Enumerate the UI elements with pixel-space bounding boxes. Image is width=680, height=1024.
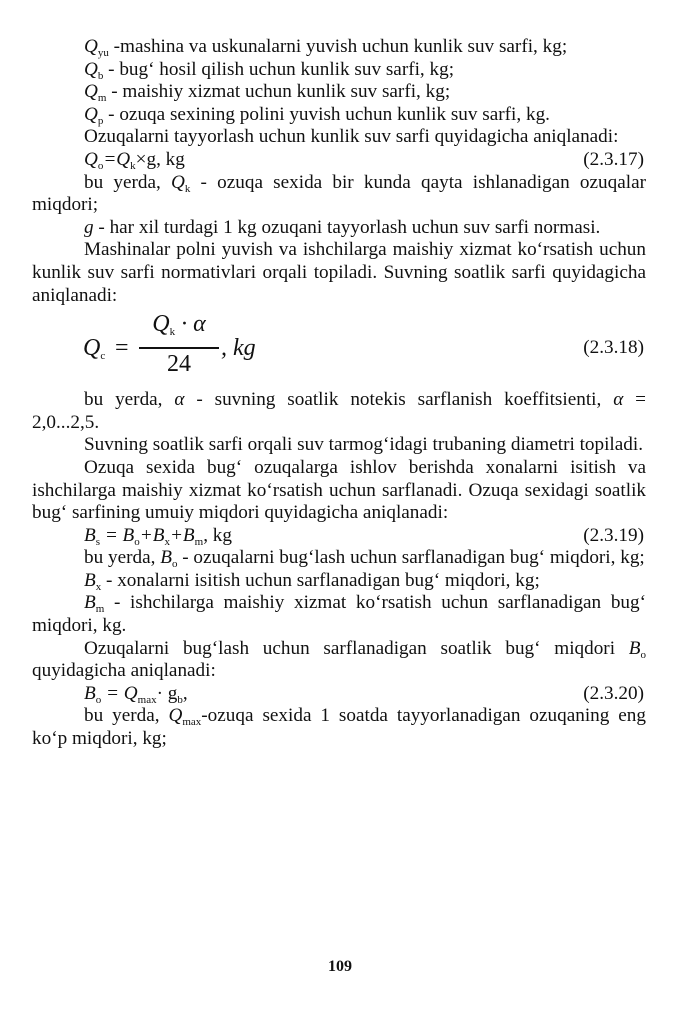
equation-2-3-19: $B_s = B_o+B_x+B_m$, kg (2.3.19) [84, 524, 644, 548]
paragraph-hourly-water: Mashinalar polni yuvish va ishchilarga maishiy xizmat ko‘rsatish uchun kunlik suv sarfi normativlari orqali topiladi. Suvning soatlik sarfi quyidagicha aniqlanadi: [32, 239, 646, 306]
paragraph-pipe-diameter: Suvning soatlik sarfi orqali suv tarmog‘idagi trubaning diametri topiladi. [84, 434, 644, 456]
equation-number: (2.3.20) [583, 682, 644, 704]
def-q-k: bu yerda, $Q_k$ - ozuqa sexida bir kunda qayta ishlanadigan ozuqalar miqdori; [32, 171, 646, 216]
equation-number: (2.3.18) [583, 337, 644, 359]
fraction-bar [139, 347, 219, 349]
page-number: 109 [328, 958, 352, 975]
def-q-m: $Q_m$ - maishiy xizmat uchun kunlik suv sarfi, kg; [84, 81, 451, 105]
def-alpha: bu yerda, α - suvning soatlik notekis sarflanish koeffitsienti, α = 2,0...2,5. [32, 389, 646, 433]
equation-2-3-17: $Q_o=Q_k\times g$, kg (2.3.17) [84, 148, 644, 172]
paragraph-water-daily: Ozuqalarni tayyorlash uchun kunlik suv sarfi quyidagicha aniqlanadi: [84, 126, 619, 148]
equation-2-3-20: $B_o = Q_{max}\cdot g_b$, (2.3.20) [84, 682, 644, 706]
paragraph-steam-hourly: Ozuqalarni bug‘lash uchun sarflanadigan soatlik bug‘ miqdori $B_o$ quyidagicha aniqlanadi: [32, 637, 646, 682]
def-b-m: $B_m$ - ishchilarga maishiy xizmat ko‘rsatish uchun sarflanadigan bug‘ miqdori, kg. [32, 592, 646, 637]
def-q-yu: $Q_{yu}$ -mashina va uskunalarni yuvish uchun kunlik suv sarfi, kg; [84, 36, 568, 59]
fraction-numerator: $Q_k \cdot \alpha$ [152, 311, 206, 339]
equation-number: (2.3.19) [583, 524, 644, 546]
def-b-o: bu yerda, $B_o$ - ozuqalarni bug‘lash uchun sarflanadigan bug‘ miqdori, kg; [84, 547, 645, 571]
def-q-max: bu yerda, $Q_{max}$-ozuqa sexida 1 soatda tayyorlanadigan ozuqaning eng ko‘p miqdori, kg; [32, 705, 646, 750]
page-body [32, 36, 646, 751]
def-g: g - har xil turdagi 1 kg ozuqani tayyorlash uchun suv sarfi normasi. [84, 216, 601, 238]
paragraph-steam-usage: Ozuqa sexida bug‘ ozuqalarga ishlov berishda xonalarni isitish va ishchilarga maishiy xizmat ko‘rsatish uchun sarflanadi. Ozuqa sexidagi soatlik bug‘ sarfining umuiy miqdori quyidagicha aniqlanadi: [32, 456, 646, 524]
equation-number: (2.3.17) [583, 148, 644, 170]
fraction-denominator: 24 [167, 351, 191, 378]
def-q-p: $Q_p$ - ozuqa sexining polini yuvish uchun kunlik suv sarfi, kg. [84, 103, 550, 127]
equation-2-3-18 [32, 313, 646, 387]
def-q-b: $Q_b$ - bug‘ hosil qilish uchun kunlik suv sarfi, kg; [84, 58, 455, 82]
fraction-formula: $Q_c$ = $Q_k \cdot \alpha$ 24 , kg [83, 311, 256, 378]
def-b-x: $B_x$ - xonalarni isitish uchun sarflanadigan bug‘ miqdori, kg; [84, 569, 540, 593]
